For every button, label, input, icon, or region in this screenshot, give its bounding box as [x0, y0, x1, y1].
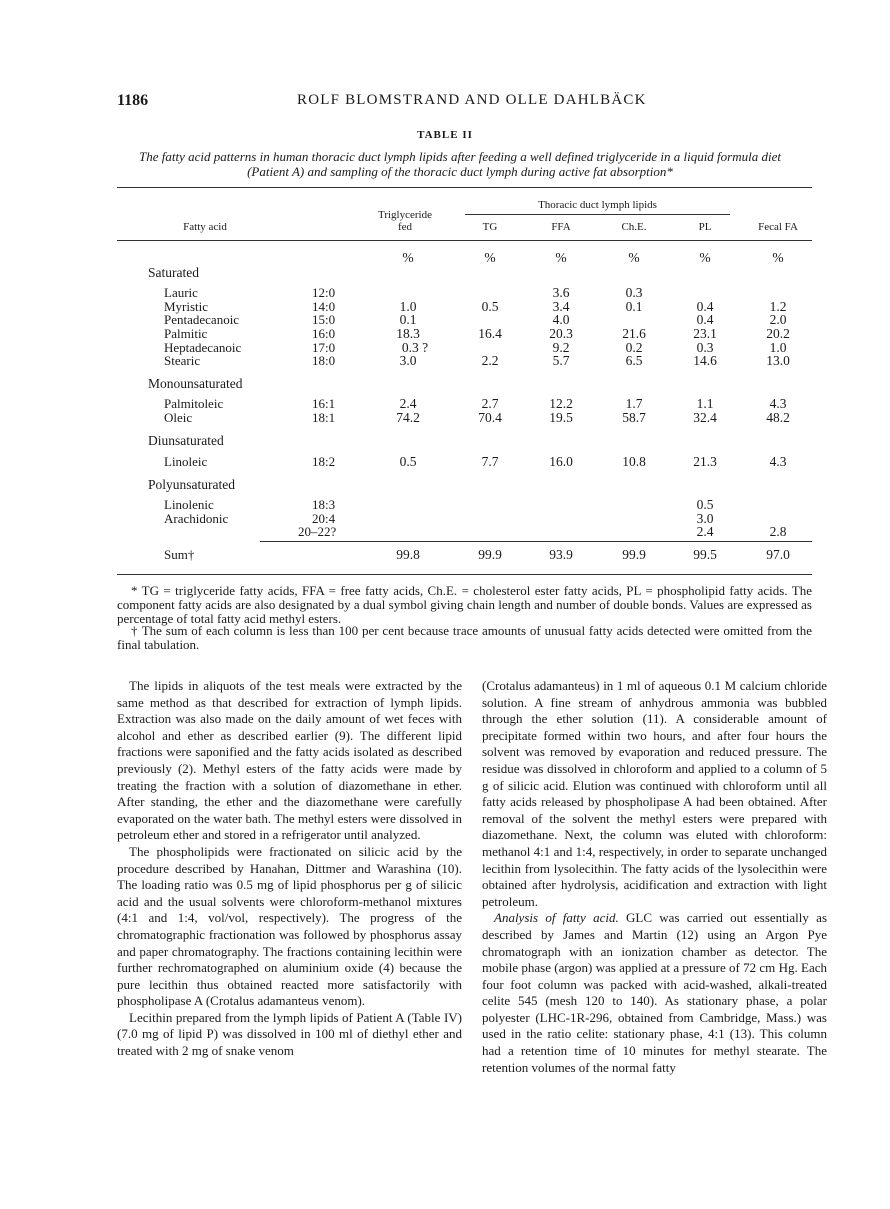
- page-number: 1186: [117, 92, 149, 109]
- header-triglyceride-fed: Triglyceride fed: [378, 209, 432, 233]
- header-ffa: FFA: [551, 221, 571, 233]
- value-cell: 4.3: [769, 454, 787, 469]
- value-cell: 70.4: [478, 410, 502, 425]
- value-cell: 1.7: [625, 396, 643, 411]
- paragraph: (Crotalus adamanteus) in 1 ml of aqueous 0.1 M calcium chloride solution. A fine stream of anhydrous ammonia was bubbled through the ether solution (11). A considerable amount of precipitate formed within two hours, and after four hours the solvent was removed by evaporation and reduced pressure. The residue was dissolved in chloroform and applied to a column of 5 g of silicic acid. Elution was continued with chloroform until all fatty acids released by phospholipase A had been obtained. After removal of the solvent the methyl esters were prepared with diazomethane. Next, the column was eluted with chloroform: methanol 4:1 and 1:4, respectively, in order to separate unchanged lecithin from lysolecithin. The fatty acids of the lysolecithin were obtained after hydrolysis, acidification and extraction with light petroleum.: [482, 678, 827, 909]
- paragraph-text: GLC was carried out essentially as described by James and Martin (12) using an Argon Pye chromatograph with an ionization chamber as detector. The mobile phase (argon) was applied at a pressure of 72 cm Hg. Each four foot column was packed with acid-washed, alkali-treated celite 545 (mesh 120 to 140). As stationary phase, a polar polyester (LHC-1R-296, obtained from Cambridge, Mass.) was used in the ratio celite: stationary phase, 4:1 (13). This column had a retention time of 10 minutes for methyl stearate. The retention volumes of the normal fatty: [482, 910, 828, 1075]
- value-cell: 32.4: [693, 410, 717, 425]
- table-caption: The fatty acid patterns in human thoracic duct lymph lipids after feeding a well defined triglyceride in a liquid formula diet (Patient A) and sampling of the thoracic duct lymph during active fat absorption*: [139, 149, 781, 179]
- sum-cell: 93.9: [549, 547, 573, 562]
- value-cell: 5.7: [552, 353, 570, 368]
- footnote-abbreviations: * TG = triglyceride fatty acids, FFA = free fatty acids, Ch.E. = cholesterol ester fatty acids, PL = phospholipid fatty acids. The component fatty acids are also designated by a dual symbol giving chain length and number of double bonds. Values are expressed as percentage of total fatty acid methyl esters.: [117, 583, 812, 626]
- acid-symbol: 16:1: [312, 396, 336, 411]
- sum-cell: 99.8: [396, 547, 420, 562]
- value-cell: 0.3: [625, 285, 643, 300]
- section-heading: Analysis of fatty acid.: [494, 910, 619, 926]
- value-cell: 0.1: [625, 299, 643, 314]
- category-polyunsaturated: Polyunsaturated: [148, 477, 235, 492]
- value-cell: 18.3: [396, 326, 420, 341]
- value-cell: 0.1: [399, 312, 417, 327]
- value-cell: 1.0: [399, 299, 417, 314]
- value-cell: 74.2: [396, 410, 420, 425]
- value-cell: 3.6: [552, 285, 570, 300]
- acid-symbol: 20–22?: [298, 524, 337, 539]
- value-cell: 12.2: [549, 396, 573, 411]
- acid-name: Lauric: [164, 285, 198, 300]
- value-cell: 20.3: [549, 326, 573, 341]
- acid-symbol: 18:0: [312, 353, 336, 368]
- value-cell: 0.5: [399, 454, 417, 469]
- value-cell: 2.2: [481, 353, 499, 368]
- acid-name: Stearic: [164, 353, 201, 368]
- value-cell: 0.4: [696, 312, 714, 327]
- sum-cell: 99.9: [622, 547, 646, 562]
- value-cell: 4.3: [769, 396, 787, 411]
- unit-cell: %: [699, 250, 711, 265]
- value-cell: 3.4: [552, 299, 570, 314]
- value-cell: 23.1: [693, 326, 717, 341]
- value-cell: 21.3: [693, 454, 717, 469]
- value-cell: 1.1: [696, 396, 714, 411]
- acid-symbol: 18:3: [312, 497, 336, 512]
- value-cell: 2.7: [481, 396, 499, 411]
- acid-name: Oleic: [164, 410, 193, 425]
- header-thoracic-group: Thoracic duct lymph lipids: [538, 199, 657, 211]
- value-cell: 20.2: [766, 326, 790, 341]
- sum-cell: 99.5: [693, 547, 717, 562]
- acid-name: Palmitic: [164, 326, 208, 341]
- value-cell: 0.3 ?: [401, 340, 429, 355]
- category-diunsaturated: Diunsaturated: [148, 433, 224, 448]
- value-cell: 16.0: [549, 454, 573, 469]
- value-cell: 0.3: [696, 340, 714, 355]
- value-cell: 0.5: [481, 299, 499, 314]
- acid-name: Linoleic: [164, 454, 208, 469]
- value-cell: 0.2: [625, 340, 643, 355]
- body-left-column: [117, 678, 462, 1060]
- acid-name: Heptadecanoic: [164, 340, 242, 355]
- value-cell: 13.0: [766, 353, 790, 368]
- header-bottom-rule: [117, 240, 812, 241]
- value-cell: 9.2: [552, 340, 570, 355]
- acid-name: Arachidonic: [164, 511, 229, 526]
- sum-cell: 99.9: [478, 547, 502, 562]
- value-cell: 6.5: [625, 353, 643, 368]
- acid-symbol: 12:0: [312, 285, 336, 300]
- body-right-column: [482, 678, 827, 1076]
- header-pl: PL: [698, 221, 712, 233]
- value-cell: 14.6: [693, 353, 717, 368]
- value-cell: 2.0: [769, 312, 787, 327]
- value-cell: 4.0: [552, 312, 570, 327]
- category-monounsaturated: Monounsaturated: [148, 376, 243, 391]
- unit-cell: %: [555, 250, 567, 265]
- header-che: Ch.E.: [621, 221, 647, 233]
- value-cell: 48.2: [766, 410, 790, 425]
- value-cell: 0.4: [696, 299, 714, 314]
- unit-cell: %: [628, 250, 640, 265]
- page-header: [117, 92, 812, 112]
- acid-symbol: 18:1: [312, 410, 336, 425]
- acid-symbol: 15:0: [312, 312, 336, 327]
- header-fatty-acid: Fatty acid: [183, 221, 227, 233]
- acid-name: Pentadecanoic: [164, 312, 240, 327]
- value-cell: 16.4: [478, 326, 502, 341]
- paragraph-analysis: [482, 910, 827, 1076]
- value-cell: 3.0: [399, 353, 417, 368]
- sum-label: Sum†: [164, 547, 195, 562]
- sum-cell: 97.0: [766, 547, 790, 562]
- acid-symbol: 14:0: [312, 299, 336, 314]
- value-cell: 3.0: [696, 511, 714, 526]
- unit-cell: %: [402, 250, 414, 265]
- value-cell: 19.5: [549, 410, 573, 425]
- value-cell: 0.5: [696, 497, 714, 512]
- acid-symbol: 17:0: [312, 340, 336, 355]
- value-cell: 21.6: [622, 326, 646, 341]
- category-saturated: Saturated: [148, 265, 199, 280]
- acid-symbol: 18:2: [312, 454, 336, 469]
- value-cell: 58.7: [622, 410, 646, 425]
- acid-name: Myristic: [164, 299, 209, 314]
- table-top-rule: [117, 187, 812, 188]
- unit-cell: %: [772, 250, 784, 265]
- table-title: TABLE II: [417, 129, 473, 141]
- acid-symbol: 16:0: [312, 326, 336, 341]
- value-cell: 7.7: [481, 454, 499, 469]
- value-cell: 10.8: [622, 454, 646, 469]
- value-cell: 2.4: [399, 396, 417, 411]
- footnote-sum: † The sum of each column is less than 100 per cent because trace amounts of unusual fatty acids detected were omitted from the final tabulation.: [117, 623, 812, 652]
- value-cell: 2.8: [769, 524, 787, 539]
- unit-cell: %: [484, 250, 496, 265]
- value-cell: 2.4: [696, 524, 714, 539]
- paragraph: The lipids in aliquots of the test meals were extracted by the same method as that described for extraction of lymph lipids. Extraction was also made on the daily amount of wet feces with alcohol and ether as described earlier (9). The different lipid fractions were saponified and the fatty acids isolated as described previously (2). Methyl esters of the fatty acids were made by treating the fraction with a solution of diazomethane in ether. After standing, the ether and the diazomethane were carefully evaporated on the water bath. The methyl esters were dissolved in petroleum ether and stored in a refrigerator until analyzed.: [117, 678, 462, 843]
- group-rule: [465, 214, 730, 215]
- value-cell: 1.0: [769, 340, 787, 355]
- table-bottom-rule: [117, 574, 812, 575]
- paragraph: The phospholipids were fractionated on silicic acid by the procedure described by Hanahan, Dittmer and Warashina (10). The loading ratio was 0.5 mg of lipid phosphorus per g of silicic acid and the usual solvents were chloroform-methanol mixtures (4:1 and 1:4, vol/vol, respectively). The progress of the chromatographic fractionation was followed by phosphorus assay and paper chromatography. The fractions containing lecithin were further rechromatographed on aluminium oxide (4) because the pure lecithin thus obtained reacted more satisfactorily with phospholipase A (Crotalus adamanteus venom).: [117, 843, 462, 1009]
- header-tg: TG: [482, 221, 498, 233]
- value-cell: 1.2: [769, 299, 787, 314]
- acid-name: Palmitoleic: [164, 396, 224, 411]
- paragraph: Lecithin prepared from the lymph lipids of Patient A (Table IV) (7.0 mg of lipid P) was dissolved in 100 ml of diethyl ether and treated with 2 mg of snake venom: [117, 1009, 462, 1059]
- header-fecal-fa: Fecal FA: [758, 221, 798, 233]
- sum-top-rule: [260, 541, 812, 542]
- acid-name: Linolenic: [164, 497, 214, 512]
- running-head: ROLF BLOMSTRAND AND OLLE DAHLBÄCK: [297, 92, 647, 108]
- acid-symbol: 20:4: [312, 511, 336, 526]
